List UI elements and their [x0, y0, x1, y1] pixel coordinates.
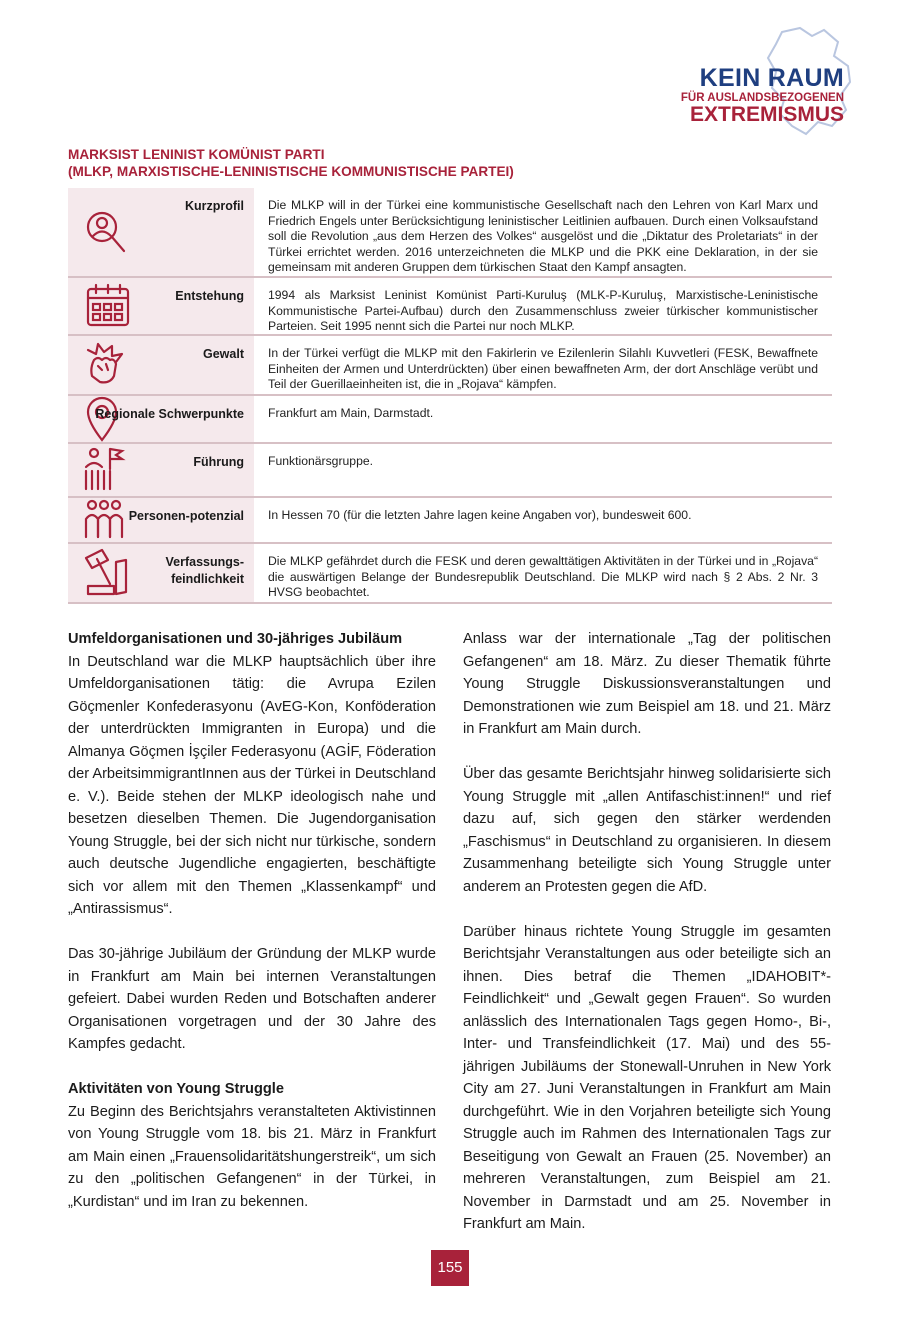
row-content: 1994 als Marksist Leninist Komünist Parti-Kuruluş (MLK-P-Kuruluş, Marxistische-Leninistische Kommunistische Partei-Aufbau) durch den Zusammenschluss zweier türkischer kommunistischer Parteien. Seit 1995 nennt sich die Partei nur noch MLKP.: [254, 278, 832, 334]
row-label: Entstehung: [175, 289, 244, 303]
heading-line-2: (MLKP, MARXISTISCHE-LENINISTISCHE KOMMUNISTISCHE PARTEI): [68, 164, 514, 179]
profile-row-fuehrung: [68, 444, 832, 498]
page-number: 155: [431, 1250, 469, 1286]
paragraph: Darüber hinaus richtete Young Struggle im gesamten Berichtsjahr Veranstaltungen aus oder beteiligte sich an ihnen. Dies betraf die Themen „IDAHOBIT*-Feindlichkeit“ und „Gewalt gegen Frauen“. So wurden anlässlich des Internationalen Tags gegen Homo-, Bi-, Inter- und Transfeindlichkeit (17. Mai) und des 55-jährigen Jubiläums der Stonewall-Unruhen in New York City am 27. Juni Veranstaltungen in Frankfurt am Main durchgeführt. Wie in den Vorjahren beteiligte sich Young Struggle auch im Rahmen des Internationalen Tags zur Beseitigung von Gewalt an Frauen (25. November) an mehreren Veranstaltungen, zum Beispiel am 21. November in Darmstadt und am 25. November in Frankfurt am Main.: [463, 923, 831, 1232]
profile-row-personenpotenzial: [68, 498, 832, 544]
logo-line-1: KEIN RAUM: [699, 64, 844, 92]
profile-row-regionale: [68, 396, 832, 444]
profile-row-entstehung: [68, 278, 832, 336]
row-content: Die MLKP will in der Türkei eine kommunistische Gesellschaft nach den Lehren von Karl Marx und Friedrich Engels unter Berücksichtigung leninistischer Leitlinien aufbauen. Durch einen Volksaufstand soll die Revolution „aus dem Herzen des Volkes“ ausgelöst und die „Diktatur des Proletariats“ in der Türkei errichtet werden. 2016 unterzeichneten die MLKP und die PKK eine Deklaration, in der sie gemeinsam mit anderen Gruppen dem türkischen Staat den Kampf ansagten.: [254, 188, 832, 276]
section-heading: [68, 146, 514, 180]
row-label: Gewalt: [203, 347, 244, 361]
row-content: In Hessen 70 (für die letzten Jahre lagen keine Angaben vor), bundesweit 600.: [254, 498, 832, 542]
row-label: Regionale Schwerpunkte: [95, 407, 244, 421]
row-label: Verfassungs-feindlichkeit: [165, 555, 244, 586]
row-content: In der Türkei verfügt die MLKP mit den Fakirlerin ve Ezilenlerin Silahlı Kuvvetleri (FESK, Bewaffnete Einheiten der Armen und Unterdrückten) über einen bewaffneten Arm, der dort Anschläge verübt und Teil der Guerillaeinheiten ist, die in „Rojava“ kämpfen.: [254, 336, 832, 394]
paragraph: Über das gesamte Berichtsjahr hinweg solidarisierte sich Young Struggle mit „allen Antifaschist:innen!“ und rief dazu auf, sich gegen den stärker werdenden „Faschismus“ in Deutschland zu organisieren. In diesem Zusammenhang beteiligte sich Young Struggle unter anderem an Protesten gegen die AfD.: [463, 766, 831, 895]
row-label: Kurzprofil: [184, 199, 244, 213]
heading-line-1: MARKSIST LENINIST KOMÜNIST PARTI: [68, 147, 325, 162]
profile-row-verfassungsfeindlichkeit: [68, 544, 832, 604]
body-column-left: [68, 628, 436, 1236]
paragraph: Zu Beginn des Berichtsjahrs veranstalteten Aktivistinnen von Young Struggle vom 18. bis 21. März in Frankfurt am Main einen „Frauensolidaritätshungerstreik“, um sich zu den „politischen Gefangenen“ in der Türkei, in „Kurdistan“ und im Iran zu bekennen.: [68, 1103, 436, 1210]
paragraph: Anlass war der internationale „Tag der politischen Gefangenen“ am 18. März. Zu dieser Thematik führte Young Struggle Diskussionsveranstaltungen und Demonstrationen wie zum Beispiel am 18. und 21. März in Frankfurt am Main durch.: [463, 631, 831, 737]
profile-row-gewalt: [68, 336, 832, 396]
body-column-right: [463, 628, 831, 1258]
row-label: Führung: [193, 455, 244, 469]
logo-line-2: FÜR AUSLANDSBEZOGENEN: [680, 92, 844, 104]
row-content: Frankfurt am Main, Darmstadt.: [254, 396, 832, 442]
logo-line-3: EXTREMISMUS: [689, 103, 844, 126]
subheading: Aktivitäten von Young Struggle: [68, 1081, 284, 1097]
paragraph: Das 30-jährige Jubiläum der Gründung der MLKP wurde in Frankfurt am Main bei internen Veranstaltungen gefeiert. Dabei wurden Reden und Botschaften anderer Organisationen vorgetragen und der 30 Jahre des Kampfes gedacht.: [68, 946, 436, 1052]
logo: [672, 22, 872, 140]
subheading: Umfeldorganisationen und 30-jähriges Jubiläum: [68, 631, 403, 647]
row-label: Personen-potenzial: [128, 509, 244, 523]
paragraph: In Deutschland war die MLKP hauptsächlich über ihre Umfeldorganisationen tätig: die Avrupa Ezilen Göçmenler Konfederasyonu (AvEG-Kon, Konföderation der unterdrückten Immigranten in Europa) und die Almanya Göçmen İşçiler Federasyonu (AGİF, Föderation der ArbeitsimmigrantInnen aus der Türkei in Deutschland e. V.). Beide stehen der MLKP ideologisch nahe und besetzen dieselben Themen. Die Jugendorganisation Young Struggle, bei der sich nicht nur türkische, sondern auch deutsche Jugendliche engagierten, beschäftigte sich vor allem mit den Themen „Klassenkampf“ und „Antirassismus“.: [68, 653, 437, 917]
profile-row-kurzprofil: [68, 188, 832, 278]
row-content: Die MLKP gefährdet durch die FESK und deren gewalttätigen Aktivitäten in der Türkei und in „Rojava“ die auswärtigen Belange der Bundesrepublik Deutschland. Die MLKP wird nach § 2 Abs. 2 Nr. 3 HVSG beobachtet.: [254, 544, 832, 602]
row-content: Funktionärsgruppe.: [254, 444, 832, 496]
